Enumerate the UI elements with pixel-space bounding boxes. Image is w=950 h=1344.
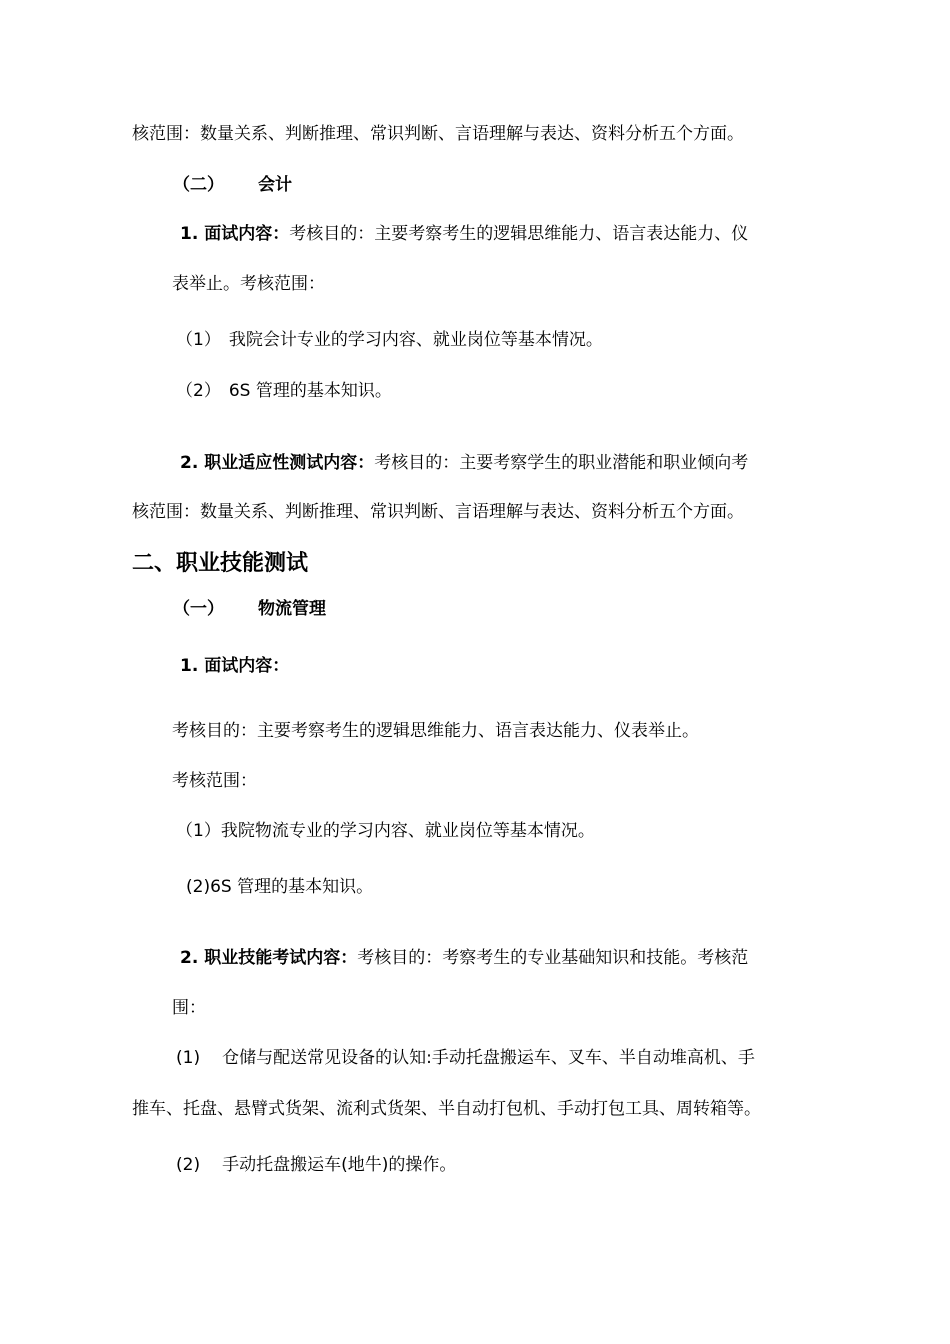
- log-item-1: （1）我院物流专业的学习内容、就业岗位等基本情况。: [176, 821, 595, 841]
- logistics-number: （一）: [173, 599, 224, 619]
- acc-test-continuation: 核范围：数量关系、判断推理、常识判断、言语理解与表达、资料分析五个方面。: [132, 502, 744, 522]
- acc-item-1: [176, 328, 603, 352]
- log-skill-item-2-number: (2): [176, 1155, 201, 1175]
- log-skill-item-1-text: 仓储与配送常见设备的认知:手动托盘搬运车、叉车、半自动堆高机、手: [222, 1048, 755, 1068]
- log-skill-item-1-number: (1): [176, 1048, 201, 1068]
- log-skill-item-2: [176, 1153, 456, 1177]
- log-skill-item-2-text: 手动托盘搬运车(地牛)的操作。: [222, 1155, 457, 1175]
- acc-item-2-number: （2）: [176, 381, 221, 401]
- log-skill-continuation: 围：: [172, 998, 206, 1018]
- log-skill-paragraph: [180, 946, 748, 970]
- log-skill-label: 2. 职业技能考试内容：: [180, 948, 358, 968]
- logistics-heading: [173, 597, 326, 621]
- log-item-2: (2)6S 管理的基本知识。: [186, 877, 374, 897]
- acc-interview-paragraph: [180, 222, 748, 246]
- acc-item-1-text: 我院会计专业的学习内容、就业岗位等基本情况。: [228, 330, 603, 350]
- log-scope: 考核范围：: [172, 771, 257, 791]
- acc-item-2-text: 6S 管理的基本知识。: [228, 381, 392, 401]
- accounting-title: 会计: [258, 175, 292, 195]
- acc-item-1-number: （1）: [176, 330, 221, 350]
- logistics-title: 物流管理: [258, 599, 326, 619]
- acc-test-paragraph: [180, 451, 748, 475]
- accounting-number: （二）: [173, 175, 224, 195]
- acc-test-text: 考核目的：主要考察学生的职业潜能和职业倾向考: [374, 453, 749, 473]
- section-2-heading: 二、职业技能测试: [132, 551, 309, 576]
- accounting-heading: [173, 173, 292, 197]
- log-skill-text: 考核目的：考察考生的专业基础知识和技能。考核范: [357, 948, 749, 968]
- log-goal: 考核目的：主要考察考生的逻辑思维能力、语言表达能力、仪表举止。: [172, 721, 699, 741]
- log-skill-item-1-continuation: 推车、托盘、悬臂式货架、流利式货架、半自动打包机、手动打包工具、周转箱等。: [132, 1099, 761, 1119]
- acc-interview-continuation: 表举止。考核范围：: [172, 274, 325, 294]
- acc-test-label: 2. 职业适应性测试内容：: [180, 453, 375, 473]
- acc-interview-text: 考核目的：主要考察考生的逻辑思维能力、语言表达能力、仪: [289, 224, 749, 244]
- scope-line-1: 核范围：数量关系、判断推理、常识判断、言语理解与表达、资料分析五个方面。: [132, 124, 744, 144]
- acc-interview-label: 1. 面试内容：: [180, 224, 290, 244]
- acc-item-2: [176, 379, 392, 403]
- log-skill-item-1: [176, 1046, 755, 1070]
- log-interview-label: 1. 面试内容：: [180, 656, 290, 676]
